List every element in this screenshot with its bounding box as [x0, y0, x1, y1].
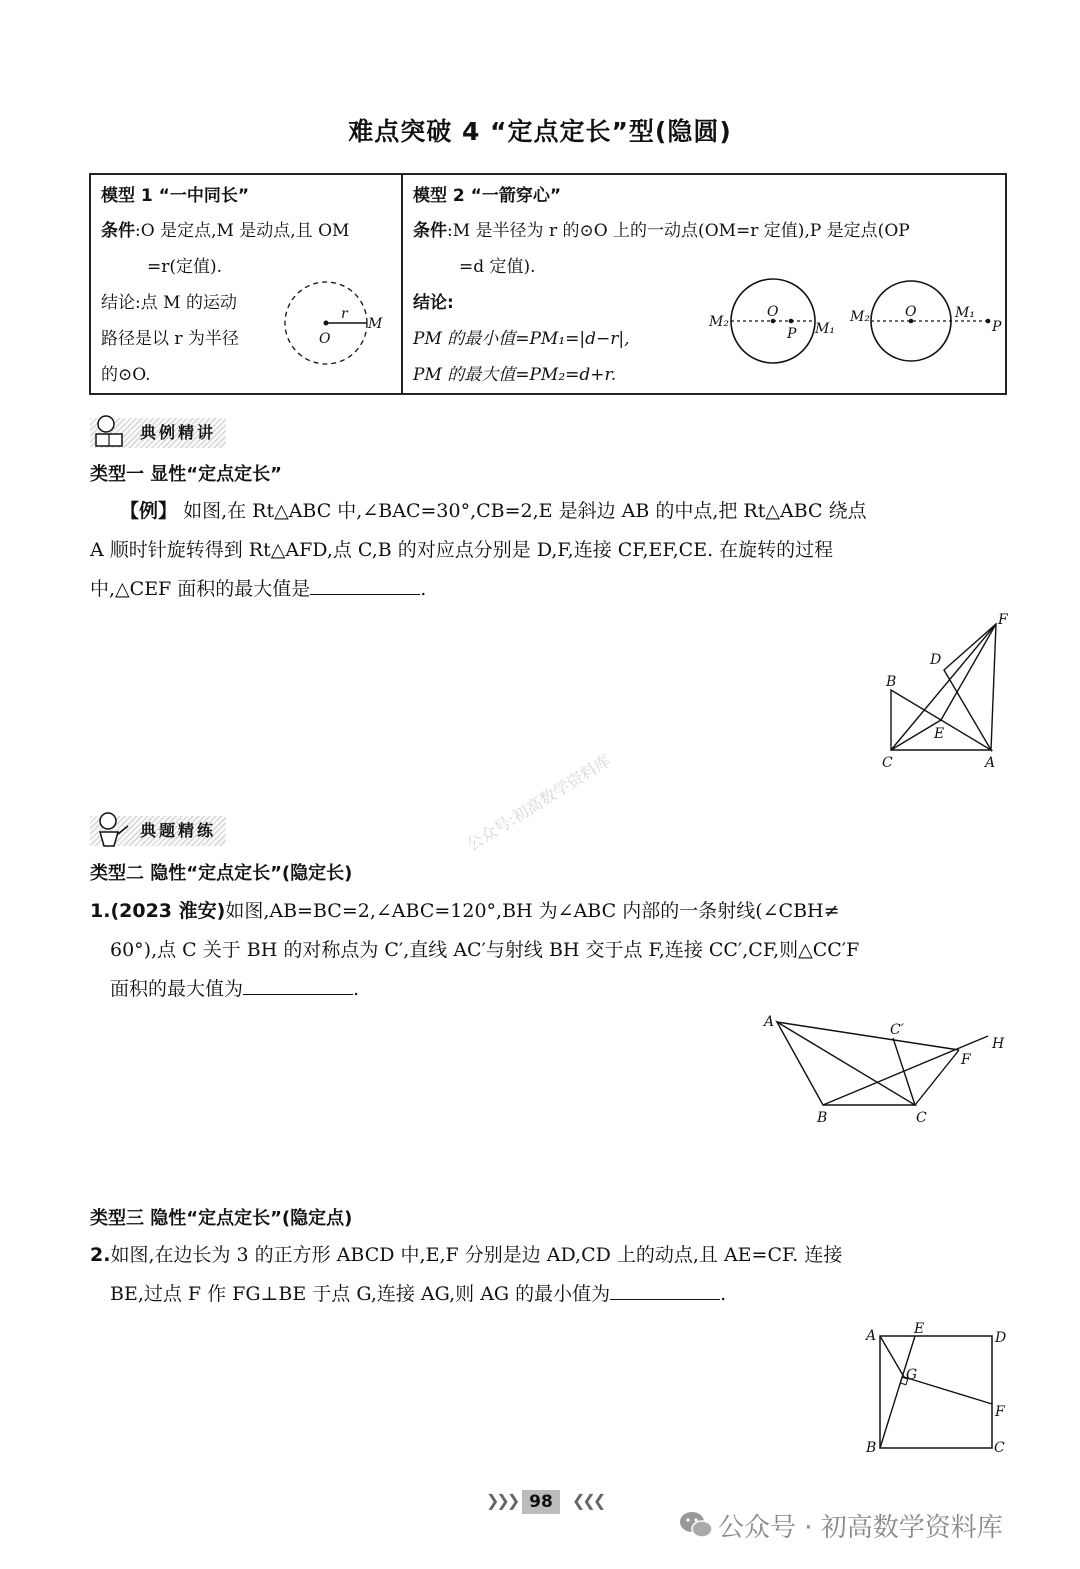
q1-line-2: 60°),点 C 关于 BH 的对称点为 C′,直线 AC′与射线 BH 交于点 F,连接 CC′,CF,则△CC′F [110, 939, 860, 961]
q1-ray-BH [823, 1036, 988, 1105]
q2-line-2 [110, 1275, 726, 1314]
ex-label-F: F [998, 612, 1008, 628]
model2-figures [703, 273, 1003, 371]
model2-point-P-1 [789, 319, 794, 324]
example-text-3: 中,△CEF 面积的最大值是 [90, 578, 311, 600]
q1-label-C: C [916, 1110, 927, 1126]
student-reading-icon [90, 412, 134, 452]
model2-min-line: PM 的最小值=PM₁=|d−r|, [413, 329, 630, 349]
q1-label-B: B [817, 1110, 828, 1126]
q1-label-F: F [961, 1052, 971, 1068]
wechat-account-name: 公众号 · 初高数学资料库 [718, 1513, 1003, 1543]
model1-concl-c: 的⊙O. [101, 365, 151, 385]
diagonal-watermark: 公众号:初高数学资料库 [463, 750, 614, 855]
q1-answer-blank[interactable] [243, 974, 353, 995]
q1-segment-CF [915, 1050, 959, 1105]
q1-line-1 [90, 892, 840, 931]
example-text-1: 如图,在 Rt△ABC 中,∠BAC=30°,CB=2,E 是斜边 AB 的中点,把 Rt△ABC 绕点 [183, 500, 867, 522]
example-line-3 [90, 570, 426, 609]
section-badge-practice-label: 典题精练 [140, 821, 217, 840]
q1-figure [760, 1010, 1020, 1130]
q1-label-C1: C′ [890, 1022, 904, 1038]
model2-condition: 条件:M 是半径为 r 的⊙O 上的一动点(OM=r 定值),P 是定点(OP [413, 221, 910, 241]
ex-label-E: E [934, 726, 945, 742]
wechat-icon [678, 1509, 714, 1541]
q2-label-G: G [906, 1367, 918, 1383]
section-badge-examples [90, 418, 226, 448]
q1-label-A: A [764, 1014, 775, 1030]
model2-concl-label: 结论: [413, 293, 454, 313]
model2-cond-a: :M 是半径为 r 的⊙O 上的一动点(OM=r 定值),P 是定点(OP [447, 221, 910, 241]
example-end: . [420, 578, 427, 600]
q2-label-A: A [866, 1328, 877, 1344]
q2-label-C: C [994, 1440, 1005, 1456]
model2-f2-M2: M₂ [850, 309, 870, 325]
model1-cell [90, 174, 402, 394]
model1-cond-b: =r(定值). [147, 257, 223, 277]
segment-EF [941, 624, 996, 720]
ex-label-B: B [886, 674, 897, 690]
chevrons-left-icon: ❮❮❮ [572, 1491, 604, 1510]
q1-end: . [353, 978, 360, 1000]
model1-heading: 模型 1 “一中同长” [101, 186, 250, 206]
q2-text-2: BE,过点 F 作 FG⊥BE 于点 G,连接 AG,则 AG 的最小值为 [110, 1283, 611, 1305]
model2-point-P-2 [986, 319, 991, 324]
model2-f2-O: O [905, 304, 917, 320]
triangle-AFD [944, 624, 996, 750]
q2-line-1 [90, 1236, 842, 1275]
q2-segment-AG [880, 1336, 904, 1377]
model2-cell [402, 174, 1006, 394]
model2-heading: 模型 2 “一箭穿心” [413, 186, 562, 206]
section-badge-practice [90, 816, 226, 846]
page-number-bar [486, 1490, 610, 1516]
type3-heading: 类型三 隐性“定点定长”(隐定点) [90, 1208, 353, 1229]
ex-label-A: A [985, 755, 996, 771]
model1-label-r: r [341, 306, 348, 322]
q2-answer-blank[interactable] [610, 1279, 720, 1300]
model2-f2-P: P [992, 319, 1002, 335]
model1-figure [279, 275, 399, 370]
example-figure [870, 608, 1020, 776]
model1-concl-b: 路径是以 r 为半径 [101, 329, 239, 349]
wechat-watermark [678, 1505, 1038, 1547]
page-title: 难点突破 4 “定点定长”型(隐圆) [348, 117, 732, 146]
ex-label-C: C [882, 755, 893, 771]
model2-f1-M1: M₁ [815, 321, 835, 337]
model2-f2-M1: M₁ [955, 305, 975, 321]
model1-label-O: O [319, 331, 331, 347]
chevrons-right-icon: ❯❯❯ [486, 1491, 518, 1510]
q2-segment-BE [880, 1336, 918, 1448]
model2-f1-P: P [787, 326, 797, 342]
q1-line-AF [777, 1022, 959, 1050]
type2-heading: 类型二 隐性“定点定长”(隐定长) [90, 863, 353, 884]
q2-label-E: E [914, 1321, 925, 1337]
q1-segment-CC1 [893, 1038, 915, 1105]
example-tag: 【例】 [120, 500, 178, 522]
section-badge-examples-label: 典例精讲 [140, 423, 217, 442]
model2-max-line: PM 的最大值=PM₂=d+r. [413, 365, 617, 385]
model1-condition: 条件:O 是定点,M 是动点,且 OM [101, 221, 350, 241]
q2-label-D: D [995, 1330, 1007, 1346]
q1-number: 1. [90, 900, 111, 922]
model-table [89, 173, 1007, 395]
model2-f1-O: O [767, 304, 779, 320]
q2-figure [860, 1320, 1020, 1460]
model1-concl-a: 结论:点 M 的运动 [101, 293, 237, 313]
model1-center-dot [324, 321, 329, 326]
q2-text-1: 如图,在边长为 3 的正方形 ABCD 中,E,F 分别是边 AD,CD 上的动点,且 AE=CF. 连接 [110, 1244, 843, 1266]
q2-label-F: F [995, 1404, 1005, 1420]
q2-number: 2. [90, 1244, 111, 1266]
page-number: 98 [522, 1490, 560, 1514]
example-answer-blank[interactable] [310, 574, 420, 595]
q2-label-B: B [866, 1440, 877, 1456]
type1-heading: 类型一 显性“定点定长” [90, 464, 282, 485]
model2-f1-M2: M₂ [709, 314, 729, 330]
model1-cond-a: :O 是定点,M 是动点,且 OM [135, 221, 350, 241]
ex-label-D: D [930, 652, 942, 668]
q2-end: . [720, 1283, 727, 1305]
model2-cond-b: =d 定值). [459, 257, 536, 277]
q1-text-1: 如图,AB=BC=2,∠ABC=120°,BH 为∠ABC 内部的一条射线(∠CBH≠ [225, 900, 840, 922]
q1-line-3 [110, 970, 359, 1009]
q1-text-3: 面积的最大值为 [110, 978, 244, 1000]
q1-source: (2023 淮安) [110, 900, 226, 922]
q2-segment-FG [904, 1377, 992, 1404]
model1-label-M: M [368, 316, 383, 332]
q1-label-H: H [992, 1036, 1005, 1052]
example-line-1 [120, 492, 867, 531]
example-line-2: A 顺时针旋转得到 Rt△AFD,点 C,B 的对应点分别是 D,F,连接 CF,EF,CE. 在旋转的过程 [90, 539, 834, 561]
student-running-icon [90, 810, 134, 850]
